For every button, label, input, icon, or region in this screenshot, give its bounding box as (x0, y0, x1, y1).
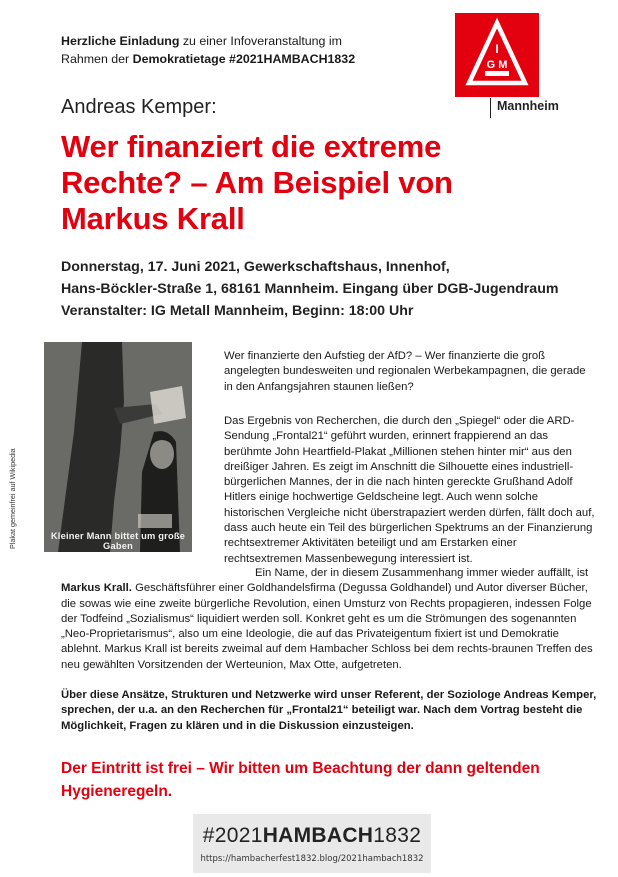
paragraph-2: Das Ergebnis von Recherchen, die durch den „Spiegel“ oder die ARD-Sendung „Frontal21“ geführt wurden, erinnert frappierend an das berühmte John Heartfield-Plakat „Millionen stehen hinter mir“ aus den dreißiger Jahren. Es zeigt im Anschnitt die Silhouette eines industriell-bürgerlichen Mannes, der in die nach hinten gereckte Grußhand Adolf Hitlers einige hochwertige Geldscheine legt. Auch wenn solche historischen Vergleiche nicht überstrapaziert werden dürfen, fällt doch auf, dass auch heute ein Teil des bürgerlichen Spektrums an der Finanzierung rechtsextremer Aktivitäten beteiligt und am Erstarken einer rechtsextremen Massenbewegung interessiert ist. (224, 415, 595, 565)
details-date: Donnerstag, 17. Juni 2021, Gewerkschaftshaus, Innenhof, (61, 259, 450, 275)
title-line-2: Rechte? – Am Beispiel von (61, 165, 453, 200)
paragraph-3-lead: Ein Name, der in diesem Zusammenhang immer wieder auffällt, ist (255, 567, 589, 579)
event-details (61, 256, 601, 322)
admission-line-1: Der Eintritt ist frei – Wir bitten um Beachtung der dann geltenden (61, 760, 540, 777)
hashtag-url[interactable]: https://hambacherfest1832.blog/2021hambach1832 (200, 854, 424, 864)
poster-caption: Kleiner Mann bittet um große Gaben (50, 531, 186, 551)
poster-credit: Plakat gemeinfrei auf Wikipedia (8, 448, 17, 549)
logo-city: Mannheim (497, 99, 559, 113)
speaker-name: Andreas Kemper: (61, 96, 217, 118)
admission-line-2: Hygieneregeln. (61, 783, 173, 800)
hashtag-box (193, 814, 431, 873)
heartfield-poster-image (44, 342, 192, 552)
hashtag-bold: HAMBACH (262, 824, 374, 847)
svg-text:I: I (495, 42, 499, 56)
intro-bold-2: Demokratietage #2021HAMBACH1832 (132, 52, 356, 66)
title-line-3: Markus Krall (61, 201, 245, 236)
intro-text-2: Rahmen der (61, 52, 133, 66)
poster-illustration (44, 342, 192, 552)
logo-divider (490, 98, 491, 118)
admission-notice (61, 757, 601, 803)
igm-logo-icon (455, 13, 539, 97)
invitation-intro (61, 32, 421, 68)
event-title (61, 129, 581, 237)
details-organizer: Veranstalter: IG Metall Mannheim, Beginn: 18:00 Uhr (61, 303, 414, 319)
svg-text:G M: G M (486, 59, 508, 71)
title-line-1: Wer finanziert die extreme (61, 129, 442, 164)
paragraph-3-name: Markus Krall. (61, 582, 132, 595)
intro-text: zu einer Infoveranstaltung im (179, 34, 342, 48)
details-address: Hans-Böckler-Straße 1, 68161 Mannheim. Eingang über DGB-Jugendraum (61, 281, 559, 297)
paragraph-3-rest: Geschäftsführer einer Goldhandelsfirma (Degussa Goldhandel) und Autor diverser Bücher, die sowas wie eine zweite bürgerliche Revolution, einen Umsturz von Rechts propagieren, indessen Folge der Todfeind „Sozialismus“ liquidiert werden soll. Konkret geht es um die Strömungen des sogenannten „Neo-Proprietarismus“, also um eine Ideologie, die auf das Privateigentum fixiert ist und Demokratie ablehnt. Markus Krall ist bereits zweimal auf dem Hambacher Schloss bei dem rechts-braunen Treffen des neu gewählten Vorsitzenden der Werteunion, Max Otte, aufgetreten. (61, 582, 593, 671)
hashtag-prefix: #2021 (202, 824, 263, 847)
paragraph-1: Wer finanzierte den Aufstieg der AfD? – Wer finanzierte die groß angelegten bundesweiten und regionalen Werbekampagnen, die gerade in den Anfangsjahren staunen ließen? (224, 350, 586, 393)
igm-logo (455, 13, 539, 97)
hashtag-suffix: 1832 (373, 824, 422, 847)
intro-bold: Herzliche Einladung (61, 34, 180, 48)
paragraph-3 (61, 566, 601, 673)
paragraph-4: Über diese Ansätze, Strukturen und Netzwerke wird unser Referent, der Soziologe Andreas Kemper, sprechen, der u.a. an den Recherchen für „Frontal21“ beteiligt war. Nach dem Vortrag besteht die Möglichkeit, Fragen zu klären und in die Diskussion einzusteigen. (61, 689, 597, 732)
hashtag (193, 824, 431, 848)
